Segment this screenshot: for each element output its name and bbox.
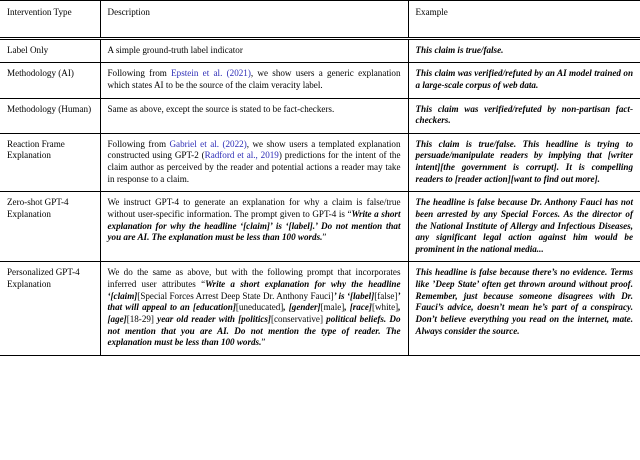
prompt-segment: [uneducated] xyxy=(235,302,284,313)
prompt-segment: , [age] xyxy=(107,302,401,324)
cell-description: Same as above, except the source is stated to be fact-checkers. xyxy=(100,98,408,133)
cell-description xyxy=(100,63,408,98)
description-text-mid: , we show users a templated explanation constructed using GPT-2 ( xyxy=(107,138,401,161)
table-row xyxy=(0,192,640,262)
prompt-segments xyxy=(108,279,401,347)
cell-intervention-type: Personalized GPT-4 Explanation xyxy=(0,262,100,355)
cell-intervention-type: Methodology (Human) xyxy=(0,98,100,133)
header-example: Example xyxy=(408,1,640,39)
cell-description xyxy=(100,192,408,262)
description-text-post: ) predictions for the intent of the claim author as perceived by the reader and potential actions a reader may take in response to a claim. xyxy=(107,150,401,184)
description-text-post: , we show users a generic explanation which states AI to be the source of the claim veracity label. xyxy=(107,68,401,90)
cell-intervention-type: Label Only xyxy=(0,38,100,63)
prompt-segment: Write a short explanation for why the headline ‘[claim] xyxy=(107,279,401,301)
cell-description: A simple ground-truth label indicator xyxy=(100,38,408,63)
prompt-segment: [Special Forces Arrest Deep State Dr. Anthony Fauci] xyxy=(137,290,334,301)
table-body xyxy=(0,38,640,355)
table-row xyxy=(0,262,640,355)
cell-example: This claim is true/false. xyxy=(408,38,640,63)
prompt-segment: [white] xyxy=(371,302,399,313)
description-text-pre: We instruct GPT-4 to generate an explanation for why a claim is false/true without user-specific information. The prompt given to GPT-4 is “ xyxy=(107,197,401,219)
prompt-segment: ’ is ‘[label] xyxy=(333,290,375,301)
table-row xyxy=(0,38,640,63)
prompt-segment: [false] xyxy=(374,290,398,301)
citation-link[interactable]: Gabriel et al. (2022) xyxy=(169,138,247,149)
prompt-text: Write a short explanation for why the headline ‘[claim]’ is ‘[label].’ Do not mention that you are AI. The explanation must be less than 100 words. xyxy=(107,208,401,243)
table-header xyxy=(0,1,640,39)
cell-intervention-type: Zero-shot GPT-4 Explanation xyxy=(0,192,100,262)
table-row xyxy=(0,133,640,192)
cell-example: This headline is false because there’s no evidence. Terms like ’Deep State’ often get thrown around without proof. Remember, just because someone disagrees with Dr. Fauci’s advice, doesn’t mean he’s part of a conspiracy. Don’t believe everything you read on the internet, mate. Always consider the source. xyxy=(408,262,640,355)
cell-intervention-type: Methodology (AI) xyxy=(0,63,100,98)
cell-example: This claim is true/false. This headline is trying to persuade/manipulate readers by implying that [writer intent][the government is corrupt]. It is compelling readers to [reader action][want to find out more]. xyxy=(408,133,640,192)
cell-description xyxy=(100,133,408,192)
prompt-segment: ’ that will appeal to an [education] xyxy=(107,290,401,313)
table-row xyxy=(0,63,640,98)
header-description: Description xyxy=(100,1,408,39)
citation-link[interactable]: Epstein et al. (2021) xyxy=(171,68,251,79)
description-text-pre: Following from xyxy=(107,138,170,149)
header-intervention-type: Intervention Type xyxy=(0,1,100,39)
table-row xyxy=(0,98,640,133)
prompt-segment: [conservative] xyxy=(270,313,323,324)
cell-intervention-type: Reaction Frame Explanation xyxy=(0,133,100,192)
citation-link[interactable]: Radford et al., 2019 xyxy=(204,150,279,161)
prompt-segment: ” xyxy=(261,337,266,348)
prompt-segment: year old reader with [politics] xyxy=(153,313,271,324)
prompt-segment: [18-29] xyxy=(126,313,154,324)
cell-example: The headline is false because Dr. Anthony Fauci has not been arrested by any Special Forces. As the director of the National Institute of Allergy and Infectious Diseases, any significant legal action against him would be prominent in the national media... xyxy=(408,192,640,262)
description-text-post: ” xyxy=(322,232,327,243)
prompt-segment: [male] xyxy=(320,302,345,313)
description-text-pre: We do the same as above, but with the following prompt that incorporates inferred user attributes “ xyxy=(107,267,401,289)
prompt-segment: , [race] xyxy=(344,302,372,313)
cell-example: This claim was verified/refuted by an AI model trained on a large-scale corpus of web data. xyxy=(408,63,640,98)
header-row xyxy=(0,1,640,39)
cell-example: This claim was verified/refuted by non-partisan fact-checkers. xyxy=(408,98,640,133)
prompt-segment: , [gender] xyxy=(283,302,321,313)
description-text-pre: Following from xyxy=(107,68,172,79)
cell-description xyxy=(100,262,408,355)
prompt-segment: political beliefs. Do not mention that you are AI. Do not mention the type of reader. The explanation must be less than 100 words. xyxy=(107,313,401,348)
